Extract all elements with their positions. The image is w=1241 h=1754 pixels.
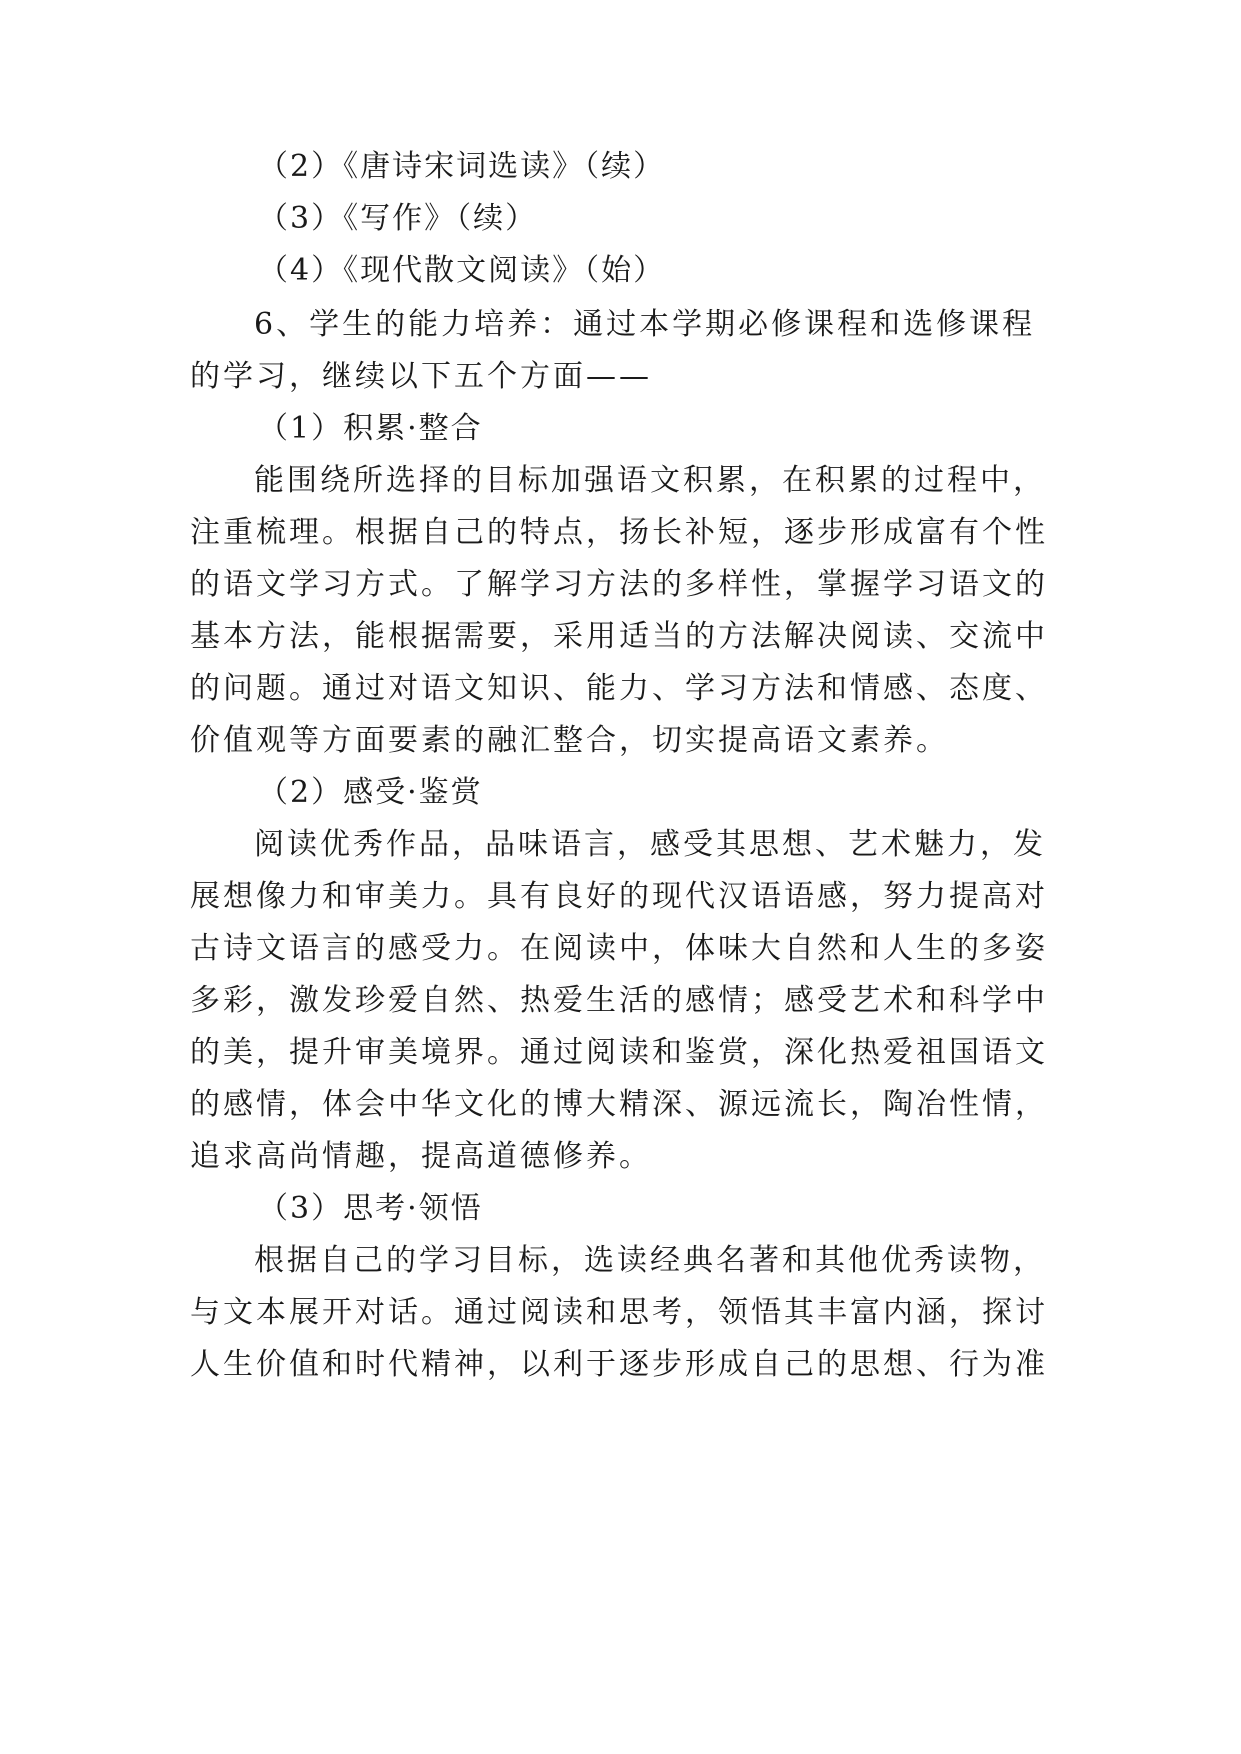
paragraph-line: 的美，提升审美境界。通过阅读和鉴赏，深化热爱祖国语文 — [190, 1035, 1048, 1070]
subheading-accumulate: （1）积累·整合 — [258, 411, 483, 446]
paragraph-line: 与文本展开对话。通过阅读和思考，领悟其丰富内涵，探讨 — [190, 1295, 1048, 1330]
paragraph-line: 古诗文语言的感受力。在阅读中，体味大自然和人生的多姿 — [190, 931, 1048, 966]
section-6-heading: 6、学生的能力培养：通过本学期必修课程和选修课程 — [254, 307, 1036, 342]
section-6-text: 的学习，继续以下五个方面—— — [190, 359, 652, 394]
subheading-appreciate: （2）感受·鉴赏 — [258, 775, 483, 810]
paragraph-line: 注重梳理。根据自己的特点，扬长补短，逐步形成富有个性 — [190, 515, 1048, 550]
course-item-4: （4）《现代散文阅读》（始） — [258, 253, 666, 288]
paragraph-line: 多彩，激发珍爱自然、热爱生活的感情；感受艺术和科学中 — [190, 983, 1048, 1018]
paragraph-line: 的问题。通过对语文知识、能力、学习方法和情感、态度、 — [190, 671, 1048, 706]
paragraph-line: 的语文学习方式。了解学习方法的多样性，掌握学习语文的 — [190, 567, 1048, 602]
subheading-think: （3）思考·领悟 — [258, 1191, 483, 1226]
paragraph-line: 价值观等方面要素的融汇整合，切实提高语文素养。 — [190, 723, 949, 758]
paragraph-line: 阅读优秀作品，品味语言，感受其思想、艺术魅力，发 — [254, 827, 1046, 862]
course-item-2: （2）《唐诗宋词选读》（续） — [258, 149, 666, 184]
paragraph-line: 根据自己的学习目标，选读经典名著和其他优秀读物， — [254, 1243, 1046, 1278]
paragraph-line: 能围绕所选择的目标加强语文积累，在积累的过程中， — [254, 463, 1046, 498]
paragraph-line: 基本方法，能根据需要，采用适当的方法解决阅读、交流中 — [190, 619, 1048, 654]
paragraph-line: 追求高尚情趣，提高道德修养。 — [190, 1139, 652, 1174]
paragraph-line: 展想像力和审美力。具有良好的现代汉语语感，努力提高对 — [190, 879, 1048, 914]
course-item-3: （3）《写作》（续） — [258, 201, 538, 236]
paragraph-line: 人生价值和时代精神，以利于逐步形成自己的思想、行为准 — [190, 1347, 1048, 1382]
paragraph-line: 的感情，体会中华文化的博大精深、源远流长，陶冶性情， — [190, 1087, 1048, 1122]
